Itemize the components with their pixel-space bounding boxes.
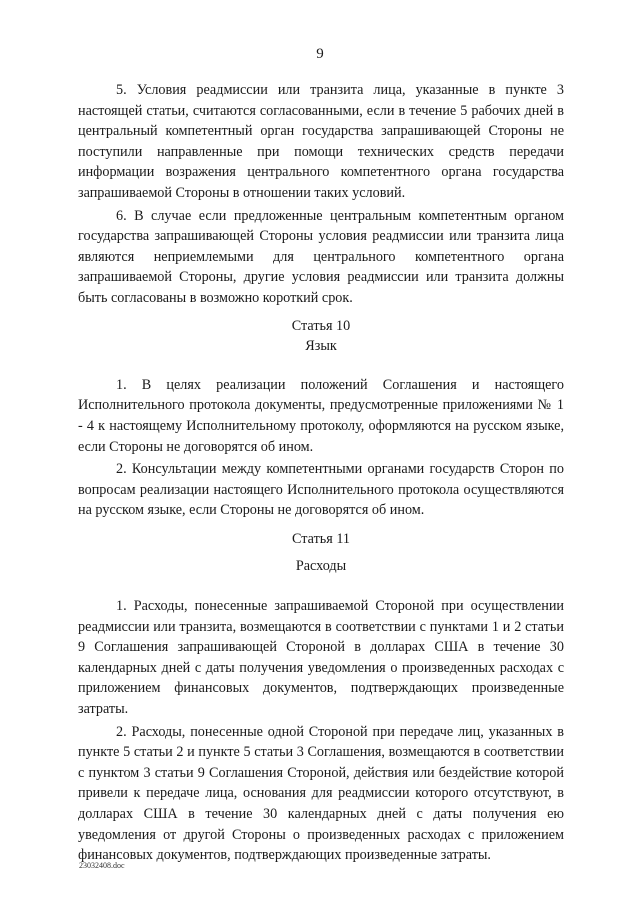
paragraph-5-conditions: 5. Условия реадмиссии или транзита лица, указанные в пункте 3 настоящей статьи, считаются согласованными, если в течение 5 рабочих дней в центральный компетентный орган государства запрашивающей Стороны не поступили направленные при помощи технических средств передачи информации возражения центрального компетентного органа государства запрашиваемой Стороны в отношении таких условий. (78, 82, 564, 201)
paragraph-expenses-2: 2. Расходы, понесенные одной Стороной при передаче лиц, указанных в пункте 5 статьи 2 и пункте 5 статьи 3 Соглашения, возмещаются в соответствии с пунктом 3 статьи 9 Соглашения Стороной, действия или бездействие которой привели к передаче лица, основания для реадмиссии которого отсутствуют, в долларах США в течение 30 календарных дней с даты получения ею уведомления от другой Стороны о произведенных расходах с приложением финансовых документов, подтверждающих произведенные затраты. (78, 723, 564, 864)
article-10-title: Статья 10 (291, 317, 351, 334)
paragraph-language-2: 2. Консультации между компетентными органами государств Сторон по вопросам реализации настоящего Исполнительного протокола осуществляются на русском языке, если Стороны не договорятся об ином. (78, 461, 564, 519)
document-body (78, 80, 564, 866)
paragraph-expenses-1: 1. Расходы, понесенные запрашиваемой Стороной при осуществлении реадмиссии или транзита, возмещаются в соответствии с пунктами 1 и 2 статьи 9 Соглашения запрашивающей Стороной в долларах США в течение 30 календарных дней с даты получения уведомления о произведенных расходах с приложением финансовых документов, подтверждающих произведенные затраты. (78, 598, 564, 718)
page-number: 9 (316, 46, 324, 62)
paragraph-6-conditions: 6. В случае если предложенные центральным компетентным органом государства запрашивающей Стороны условия реадмиссии или транзита лица являются неприемлемыми для центрального компетентного органа запрашиваемой Стороны, другие условия реадмиссии или транзита должны быть согласованы в возможно короткий срок. (78, 207, 564, 306)
article-11-title: Статья 11 (292, 530, 350, 547)
file-name-footer: 23032408.doc (79, 861, 125, 870)
article-11-subtitle: Расходы (295, 558, 347, 575)
paragraph-language-1: 1. В целях реализации положений Соглашения и настоящего Исполнительного протокола документы, предусмотренные приложениями № 1 - 4 к настоящему Исполнительному протоколу, оформляются на русском языке, если Стороны не договорятся об ином. (78, 376, 564, 455)
article-10-subtitle: Язык (305, 338, 337, 355)
